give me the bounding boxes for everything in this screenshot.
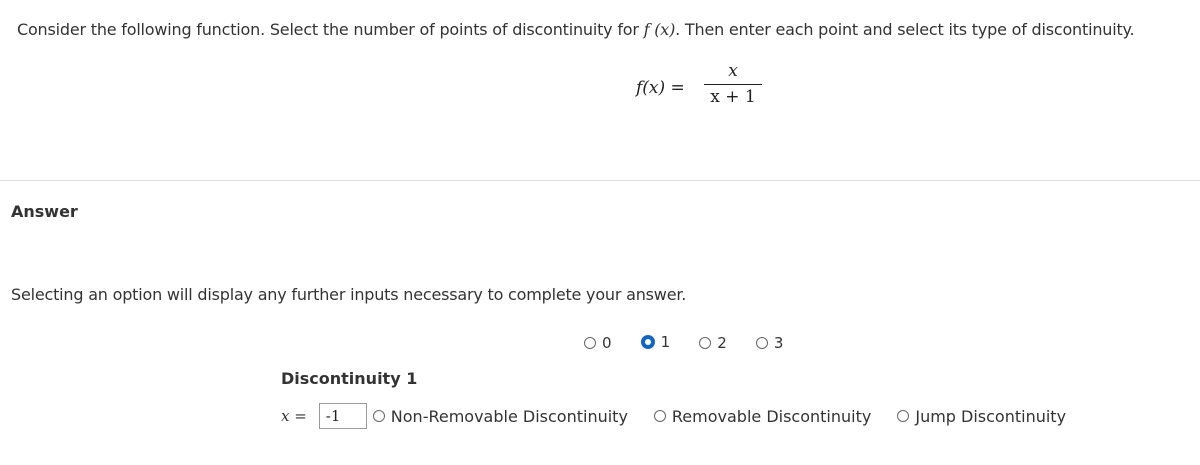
hint-text: Selecting an option will display any further inputs necessary to complete your answer. <box>11 285 687 304</box>
radio-circle-icon[interactable] <box>897 410 909 422</box>
x-equals-label: x = <box>281 407 307 425</box>
radio-circle-icon[interactable] <box>699 337 711 349</box>
discontinuity-count-options <box>584 333 807 353</box>
type-option-non-removable[interactable] <box>373 407 628 426</box>
radio-circle-icon[interactable] <box>654 410 666 422</box>
question-text <box>17 20 1134 39</box>
type-option-label: Jump Discontinuity <box>915 406 1067 426</box>
discontinuity-title: Discontinuity 1 <box>281 369 418 388</box>
formula-lhs: f(x) = <box>636 78 685 98</box>
formula-fraction <box>704 60 762 108</box>
discontinuity-row <box>281 402 1066 430</box>
type-option-jump[interactable] <box>897 407 1066 426</box>
count-option-label: 1 <box>660 333 671 351</box>
radio-selected-icon[interactable] <box>641 335 655 349</box>
type-option-label: Removable Discontinuity <box>671 406 872 426</box>
count-option-label: 2 <box>717 334 727 352</box>
count-option-1[interactable] <box>641 333 671 351</box>
function-reference: f (x) <box>643 20 676 39</box>
count-option-3[interactable] <box>756 334 784 352</box>
type-option-removable[interactable] <box>654 407 871 426</box>
count-option-label: 0 <box>602 334 612 352</box>
formula-numerator: x <box>728 61 738 81</box>
count-option-0[interactable] <box>584 334 612 352</box>
formula-denominator: x + 1 <box>710 87 756 107</box>
radio-circle-icon[interactable] <box>756 337 768 349</box>
section-divider <box>0 180 1200 181</box>
count-option-2[interactable] <box>699 334 727 352</box>
radio-circle-icon[interactable] <box>373 410 385 422</box>
radio-circle-icon[interactable] <box>584 337 596 349</box>
type-option-label: Non-Removable Discontinuity <box>390 406 628 426</box>
answer-heading: Answer <box>11 202 78 221</box>
count-option-label: 3 <box>773 334 784 352</box>
question-text-before: Consider the following function. Select the number of points of discontinuity for <box>17 20 644 39</box>
x-value-input[interactable] <box>319 403 367 429</box>
question-text-after: . Then enter each point and select its type of discontinuity. <box>675 20 1135 39</box>
fraction-bar <box>704 84 762 85</box>
